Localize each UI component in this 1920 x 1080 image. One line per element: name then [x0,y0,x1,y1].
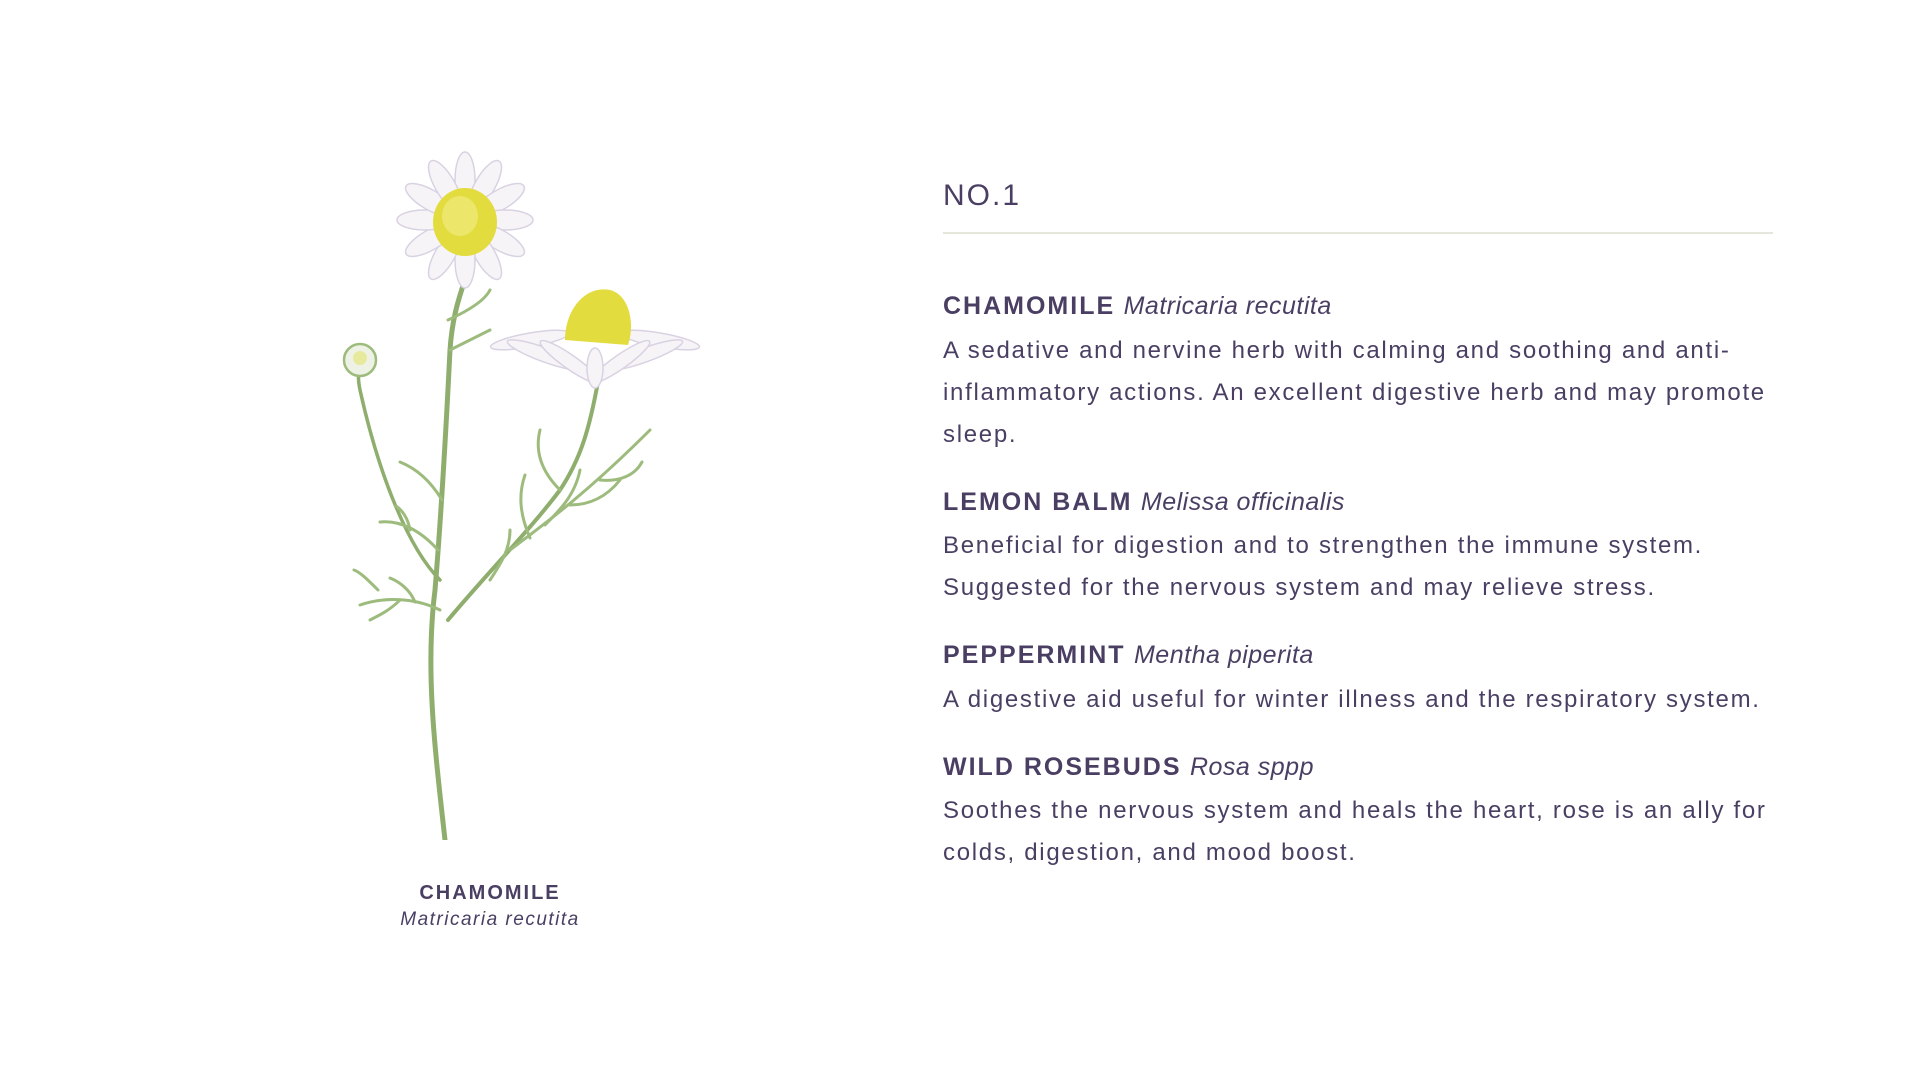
herb-entry-wild-rosebuds [943,749,1773,875]
caption-common-name: CHAMOMILE [419,882,561,904]
chamomile-illustration [330,150,730,840]
herb-name: WILD ROSEBUDS [943,752,1182,781]
herb-latin-name: Rosa sppp [1189,752,1314,781]
herb-name: PEPPERMINT [943,641,1126,669]
herb-title [943,637,1773,675]
caption-latin-name: Matricaria recutita [400,909,580,930]
herb-entry-peppermint [943,637,1773,721]
herb-entry-lemon-balm [943,484,1773,610]
herb-description: A sedative and nervine herb with calming and soothing and anti-inflammatory actions. An excellent digestive herb and may promote sleep. [943,336,1766,448]
product-number: NO.1 [943,179,1022,212]
herb-title [943,288,1773,326]
divider [943,232,1773,234]
herb-name: LEMON BALM [943,487,1133,516]
chamomile-flower-icon [344,152,701,840]
herb-name: CHAMOMILE [943,292,1116,320]
herb-description: Soothes the nervous system and heals the heart, rose is an ally for colds, digestion, and mood boost. [943,797,1767,866]
herb-entry-chamomile [943,288,1773,456]
illustration-caption [340,880,640,935]
herb-info-panel [943,178,1773,902]
herb-latin-name: Matricaria recutita [1123,292,1332,320]
herb-description: Beneficial for digestion and to strengthen the immune system. Suggested for the nervous system and may relieve stress. [943,532,1704,601]
herb-latin-name: Mentha piperita [1133,641,1314,669]
herb-latin-name: Melissa officinalis [1140,487,1345,516]
herb-title [943,749,1773,787]
herb-title [943,484,1773,522]
herb-description: A digestive aid useful for winter illness and the respiratory system. [943,685,1761,713]
